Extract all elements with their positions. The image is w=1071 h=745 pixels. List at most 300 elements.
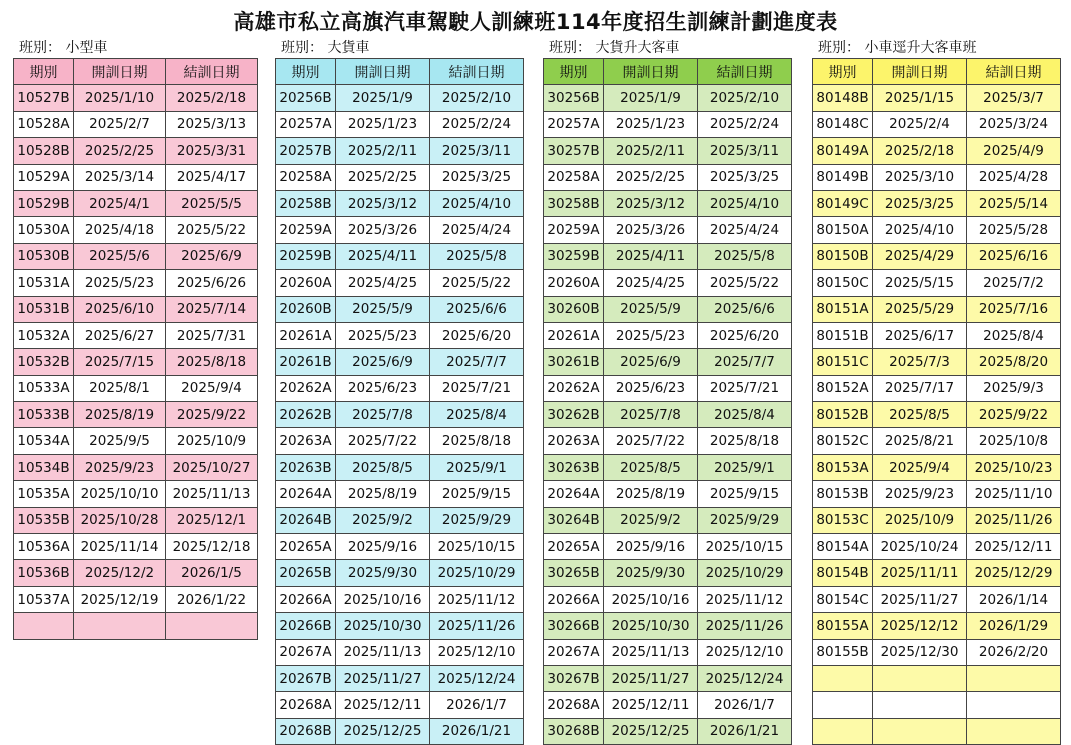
table-row: [14, 217, 258, 243]
truck-schedule: [275, 38, 524, 745]
end-date-cell: 2025/11/12: [430, 586, 524, 612]
table-row: [14, 402, 258, 428]
period-cell: [813, 665, 873, 691]
table-row: [813, 402, 1061, 428]
start-date-cell: 2025/12/11: [336, 692, 430, 718]
table-row: [276, 164, 524, 190]
end-date-cell: 2025/8/4: [698, 402, 792, 428]
period-cell: 30266B: [544, 613, 604, 639]
header-end-date: 結訓日期: [967, 59, 1061, 85]
end-date-cell: 2025/10/15: [698, 534, 792, 560]
class-label: [275, 38, 524, 58]
start-date-cell: 2025/10/16: [604, 586, 698, 612]
period-cell: 10530A: [14, 217, 74, 243]
end-date-cell: 2025/9/22: [166, 402, 258, 428]
header-period: 期別: [14, 59, 74, 85]
table-row: [544, 507, 792, 533]
table-row: [14, 138, 258, 164]
start-date-cell: 2025/1/23: [336, 111, 430, 137]
start-date-cell: 2025/7/15: [74, 349, 166, 375]
table-row: [276, 217, 524, 243]
table-row: [813, 349, 1061, 375]
period-cell: 80148C: [813, 111, 873, 137]
table-row: [813, 560, 1061, 586]
page-title: 高雄市私立高旗汽車駕駛人訓練班114年度招生訓練計劃進度表: [233, 10, 838, 34]
period-cell: 20257A: [544, 111, 604, 137]
start-date-cell: 2025/10/9: [873, 507, 967, 533]
period-cell: 80150B: [813, 243, 873, 269]
period-cell: 20262A: [276, 375, 336, 401]
start-date-cell: 2025/8/1: [74, 375, 166, 401]
end-date-cell: 2025/7/14: [166, 296, 258, 322]
start-date-cell: 2025/7/3: [873, 349, 967, 375]
end-date-cell: 2025/12/24: [430, 665, 524, 691]
table-row: [544, 665, 792, 691]
start-date-cell: 2025/11/11: [873, 560, 967, 586]
end-date-cell: 2025/12/1: [166, 507, 258, 533]
table-row: [813, 217, 1061, 243]
period-cell: 80149B: [813, 164, 873, 190]
period-cell: 80152C: [813, 428, 873, 454]
end-date-cell: 2025/7/21: [698, 375, 792, 401]
end-date-cell: 2025/4/24: [698, 217, 792, 243]
truck-to-bus-schedule: [543, 38, 792, 745]
start-date-cell: 2025/2/7: [74, 111, 166, 137]
start-date-cell: 2025/6/9: [336, 349, 430, 375]
end-date-cell: 2026/1/29: [967, 613, 1061, 639]
end-date-cell: 2025/2/10: [698, 85, 792, 111]
table-row: [813, 507, 1061, 533]
table-row: [276, 85, 524, 111]
period-cell: 10536A: [14, 534, 74, 560]
start-date-cell: [873, 692, 967, 718]
period-cell: 20261A: [544, 322, 604, 348]
period-cell: 80155A: [813, 613, 873, 639]
end-date-cell: 2025/8/18: [166, 349, 258, 375]
end-date-cell: 2025/8/18: [430, 428, 524, 454]
header-start-date: 開訓日期: [604, 59, 698, 85]
header-row: [14, 59, 258, 85]
table-row: [544, 481, 792, 507]
period-cell: 20264B: [276, 507, 336, 533]
end-date-cell: 2025/9/4: [166, 375, 258, 401]
end-date-cell: 2025/9/22: [967, 402, 1061, 428]
end-date-cell: 2025/2/24: [430, 111, 524, 137]
table-row: [14, 190, 258, 216]
car-to-bus-schedule: [812, 38, 1061, 745]
table-row: [813, 270, 1061, 296]
table-row: [14, 428, 258, 454]
end-date-cell: 2025/6/26: [166, 270, 258, 296]
start-date-cell: 2025/9/16: [336, 534, 430, 560]
period-cell: 10532B: [14, 349, 74, 375]
table-row: [544, 639, 792, 665]
table-row: [544, 217, 792, 243]
period-cell: 10532A: [14, 322, 74, 348]
period-cell: 20268A: [544, 692, 604, 718]
period-cell: 20263A: [276, 428, 336, 454]
schedule-table: [812, 58, 1061, 745]
start-date-cell: 2025/9/23: [74, 454, 166, 480]
table-row: [14, 454, 258, 480]
period-cell: 20266A: [544, 586, 604, 612]
end-date-cell: 2025/11/26: [698, 613, 792, 639]
end-date-cell: 2025/12/18: [166, 534, 258, 560]
period-cell: 20260A: [276, 270, 336, 296]
table-row: [544, 349, 792, 375]
end-date-cell: 2026/1/7: [698, 692, 792, 718]
table-row: [544, 428, 792, 454]
start-date-cell: 2025/11/14: [74, 534, 166, 560]
end-date-cell: 2025/12/24: [698, 665, 792, 691]
end-date-cell: 2025/7/7: [698, 349, 792, 375]
end-date-cell: 2025/10/27: [166, 454, 258, 480]
end-date-cell: 2025/5/22: [430, 270, 524, 296]
end-date-cell: 2025/9/3: [967, 375, 1061, 401]
end-date-cell: [166, 613, 258, 639]
start-date-cell: 2025/12/25: [604, 718, 698, 744]
start-date-cell: 2025/8/19: [336, 481, 430, 507]
period-cell: 10533B: [14, 402, 74, 428]
table-row: [813, 428, 1061, 454]
end-date-cell: 2025/3/7: [967, 85, 1061, 111]
table-row: [544, 586, 792, 612]
period-cell: 10530B: [14, 243, 74, 269]
end-date-cell: 2025/6/6: [430, 296, 524, 322]
period-cell: 10528A: [14, 111, 74, 137]
class-label-prefix: 班別：: [549, 40, 591, 56]
start-date-cell: 2025/8/5: [336, 454, 430, 480]
end-date-cell: 2025/10/9: [166, 428, 258, 454]
start-date-cell: 2025/2/11: [336, 138, 430, 164]
table-row: [544, 534, 792, 560]
end-date-cell: 2025/6/9: [166, 243, 258, 269]
end-date-cell: 2025/6/20: [430, 322, 524, 348]
table-row: [813, 534, 1061, 560]
start-date-cell: 2025/3/26: [604, 217, 698, 243]
table-row: [544, 296, 792, 322]
start-date-cell: 2025/9/16: [604, 534, 698, 560]
period-cell: 20260A: [544, 270, 604, 296]
table-row: [813, 85, 1061, 111]
start-date-cell: 2025/10/30: [336, 613, 430, 639]
table-row: [14, 322, 258, 348]
start-date-cell: 2025/11/13: [336, 639, 430, 665]
table-row: [276, 665, 524, 691]
start-date-cell: 2025/9/23: [873, 481, 967, 507]
table-row: [14, 507, 258, 533]
end-date-cell: 2025/11/10: [967, 481, 1061, 507]
start-date-cell: 2025/4/18: [74, 217, 166, 243]
start-date-cell: 2025/6/9: [604, 349, 698, 375]
period-cell: 80148B: [813, 85, 873, 111]
period-cell: 20262B: [276, 402, 336, 428]
period-cell: 80155B: [813, 639, 873, 665]
start-date-cell: 2025/2/4: [873, 111, 967, 137]
start-date-cell: 2025/12/30: [873, 639, 967, 665]
period-cell: 10527B: [14, 85, 74, 111]
start-date-cell: 2025/9/4: [873, 454, 967, 480]
period-cell: 20263A: [544, 428, 604, 454]
end-date-cell: 2025/9/1: [430, 454, 524, 480]
small-car-schedule: [13, 38, 258, 640]
start-date-cell: 2025/7/8: [604, 402, 698, 428]
end-date-cell: 2025/3/25: [698, 164, 792, 190]
header-period: 期別: [544, 59, 604, 85]
end-date-cell: 2025/3/25: [430, 164, 524, 190]
table-row: [813, 639, 1061, 665]
period-cell: 20260B: [276, 296, 336, 322]
end-date-cell: 2026/1/22: [166, 586, 258, 612]
period-cell: 10534B: [14, 454, 74, 480]
period-cell: 80151A: [813, 296, 873, 322]
table-row: [276, 718, 524, 744]
start-date-cell: 2025/1/9: [336, 85, 430, 111]
table-row: [14, 613, 258, 639]
table-row: [14, 85, 258, 111]
start-date-cell: [873, 665, 967, 691]
start-date-cell: 2025/12/2: [74, 560, 166, 586]
header-start-date: 開訓日期: [336, 59, 430, 85]
class-name: 小型車: [65, 40, 108, 56]
end-date-cell: 2026/1/14: [967, 586, 1061, 612]
period-cell: 80152A: [813, 375, 873, 401]
start-date-cell: 2025/1/23: [604, 111, 698, 137]
start-date-cell: 2025/2/18: [873, 138, 967, 164]
class-name: 大貨車: [327, 40, 370, 56]
period-cell: 20262A: [544, 375, 604, 401]
table-row: [14, 375, 258, 401]
end-date-cell: 2025/7/16: [967, 296, 1061, 322]
end-date-cell: 2025/5/22: [698, 270, 792, 296]
table-row: [276, 534, 524, 560]
table-row: [276, 375, 524, 401]
table-row: [276, 270, 524, 296]
end-date-cell: 2025/7/21: [430, 375, 524, 401]
start-date-cell: 2025/2/25: [336, 164, 430, 190]
class-name: 大貨升大客車: [595, 40, 680, 56]
schedule-table: [275, 58, 524, 745]
period-cell: 20261A: [276, 322, 336, 348]
table-row: [276, 481, 524, 507]
start-date-cell: 2025/3/25: [873, 190, 967, 216]
table-row: [14, 586, 258, 612]
period-cell: 30257B: [544, 138, 604, 164]
end-date-cell: 2025/11/26: [430, 613, 524, 639]
end-date-cell: 2025/5/28: [967, 217, 1061, 243]
end-date-cell: 2025/5/8: [698, 243, 792, 269]
table-row: [813, 586, 1061, 612]
end-date-cell: 2025/8/4: [967, 322, 1061, 348]
end-date-cell: 2025/7/2: [967, 270, 1061, 296]
end-date-cell: 2025/12/10: [430, 639, 524, 665]
period-cell: 10529B: [14, 190, 74, 216]
period-cell: 10535B: [14, 507, 74, 533]
table-row: [276, 138, 524, 164]
end-date-cell: 2025/7/7: [430, 349, 524, 375]
table-row: [813, 613, 1061, 639]
period-cell: 30258B: [544, 190, 604, 216]
header-end-date: 結訓日期: [698, 59, 792, 85]
end-date-cell: 2025/4/10: [430, 190, 524, 216]
start-date-cell: 2025/12/12: [873, 613, 967, 639]
schedule-table: [543, 58, 792, 745]
table-row: [14, 534, 258, 560]
period-cell: 20268A: [276, 692, 336, 718]
table-row: [813, 665, 1061, 691]
start-date-cell: 2025/10/10: [74, 481, 166, 507]
table-row: [544, 243, 792, 269]
end-date-cell: 2025/4/9: [967, 138, 1061, 164]
end-date-cell: 2025/5/8: [430, 243, 524, 269]
period-cell: 20259A: [276, 217, 336, 243]
class-label-prefix: 班別：: [281, 40, 323, 56]
table-row: [544, 164, 792, 190]
start-date-cell: 2025/3/12: [336, 190, 430, 216]
period-cell: [813, 692, 873, 718]
end-date-cell: 2026/1/21: [430, 718, 524, 744]
header-row: [813, 59, 1061, 85]
header-period: 期別: [276, 59, 336, 85]
end-date-cell: 2025/4/24: [430, 217, 524, 243]
table-row: [276, 613, 524, 639]
start-date-cell: 2025/6/27: [74, 322, 166, 348]
table-row: [276, 454, 524, 480]
start-date-cell: 2025/2/25: [604, 164, 698, 190]
period-cell: 30262B: [544, 402, 604, 428]
period-cell: 80149C: [813, 190, 873, 216]
start-date-cell: 2025/4/25: [336, 270, 430, 296]
start-date-cell: 2025/4/29: [873, 243, 967, 269]
end-date-cell: 2026/2/20: [967, 639, 1061, 665]
start-date-cell: 2025/5/15: [873, 270, 967, 296]
period-cell: 30263B: [544, 454, 604, 480]
table-row: [276, 560, 524, 586]
start-date-cell: 2025/7/22: [604, 428, 698, 454]
period-cell: 20267A: [276, 639, 336, 665]
period-cell: 20266B: [276, 613, 336, 639]
end-date-cell: 2025/12/10: [698, 639, 792, 665]
period-cell: 20261B: [276, 349, 336, 375]
start-date-cell: 2025/1/10: [74, 85, 166, 111]
start-date-cell: 2025/8/21: [873, 428, 967, 454]
start-date-cell: 2025/11/27: [336, 665, 430, 691]
table-row: [544, 375, 792, 401]
start-date-cell: 2025/4/25: [604, 270, 698, 296]
table-row: [544, 613, 792, 639]
end-date-cell: 2025/8/20: [967, 349, 1061, 375]
end-date-cell: 2025/9/29: [430, 507, 524, 533]
table-row: [544, 190, 792, 216]
period-cell: 10535A: [14, 481, 74, 507]
period-cell: 80149A: [813, 138, 873, 164]
schedule-table: [13, 58, 258, 640]
table-row: [544, 322, 792, 348]
period-cell: 80154A: [813, 534, 873, 560]
period-cell: 20264A: [276, 481, 336, 507]
end-date-cell: 2025/2/10: [430, 85, 524, 111]
table-row: [813, 692, 1061, 718]
end-date-cell: 2025/11/13: [166, 481, 258, 507]
table-row: [813, 454, 1061, 480]
period-cell: 10531B: [14, 296, 74, 322]
end-date-cell: 2025/4/28: [967, 164, 1061, 190]
end-date-cell: 2026/1/5: [166, 560, 258, 586]
end-date-cell: 2026/1/21: [698, 718, 792, 744]
end-date-cell: 2025/10/29: [698, 560, 792, 586]
start-date-cell: 2025/10/24: [873, 534, 967, 560]
start-date-cell: 2025/6/17: [873, 322, 967, 348]
table-row: [813, 164, 1061, 190]
start-date-cell: 2025/10/30: [604, 613, 698, 639]
table-row: [813, 111, 1061, 137]
period-cell: 80153B: [813, 481, 873, 507]
start-date-cell: [74, 613, 166, 639]
start-date-cell: 2025/8/19: [74, 402, 166, 428]
period-cell: 30264B: [544, 507, 604, 533]
end-date-cell: 2025/9/15: [430, 481, 524, 507]
period-cell: 20257B: [276, 138, 336, 164]
period-cell: 20259B: [276, 243, 336, 269]
header-end-date: 結訓日期: [430, 59, 524, 85]
header-start-date: 開訓日期: [873, 59, 967, 85]
start-date-cell: 2025/5/6: [74, 243, 166, 269]
table-row: [14, 164, 258, 190]
period-cell: 80154C: [813, 586, 873, 612]
start-date-cell: 2025/11/27: [604, 665, 698, 691]
period-cell: 80153C: [813, 507, 873, 533]
table-row: [544, 402, 792, 428]
table-row: [276, 111, 524, 137]
start-date-cell: 2025/11/13: [604, 639, 698, 665]
start-date-cell: 2025/7/22: [336, 428, 430, 454]
end-date-cell: 2025/3/11: [698, 138, 792, 164]
table-row: [276, 322, 524, 348]
period-cell: 20266A: [276, 586, 336, 612]
start-date-cell: 2025/4/11: [604, 243, 698, 269]
start-date-cell: 2025/9/5: [74, 428, 166, 454]
table-row: [14, 481, 258, 507]
table-row: [14, 270, 258, 296]
period-cell: 30267B: [544, 665, 604, 691]
table-row: [276, 428, 524, 454]
table-row: [813, 322, 1061, 348]
period-cell: 20265B: [276, 560, 336, 586]
end-date-cell: 2025/10/8: [967, 428, 1061, 454]
period-cell: 20264A: [544, 481, 604, 507]
table-row: [276, 296, 524, 322]
class-name: 小車逕升大客車班: [864, 40, 977, 56]
table-row: [813, 190, 1061, 216]
table-row: [544, 270, 792, 296]
period-cell: 20268B: [276, 718, 336, 744]
period-cell: 10531A: [14, 270, 74, 296]
period-cell: 80154B: [813, 560, 873, 586]
period-cell: 20267A: [544, 639, 604, 665]
start-date-cell: 2025/2/11: [604, 138, 698, 164]
table-row: [14, 243, 258, 269]
table-row: [813, 375, 1061, 401]
start-date-cell: 2025/9/2: [604, 507, 698, 533]
period-cell: [14, 613, 74, 639]
table-row: [276, 349, 524, 375]
header-start-date: 開訓日期: [74, 59, 166, 85]
end-date-cell: 2025/5/14: [967, 190, 1061, 216]
table-row: [276, 402, 524, 428]
start-date-cell: 2025/10/28: [74, 507, 166, 533]
end-date-cell: 2025/7/31: [166, 322, 258, 348]
start-date-cell: 2025/2/25: [74, 138, 166, 164]
